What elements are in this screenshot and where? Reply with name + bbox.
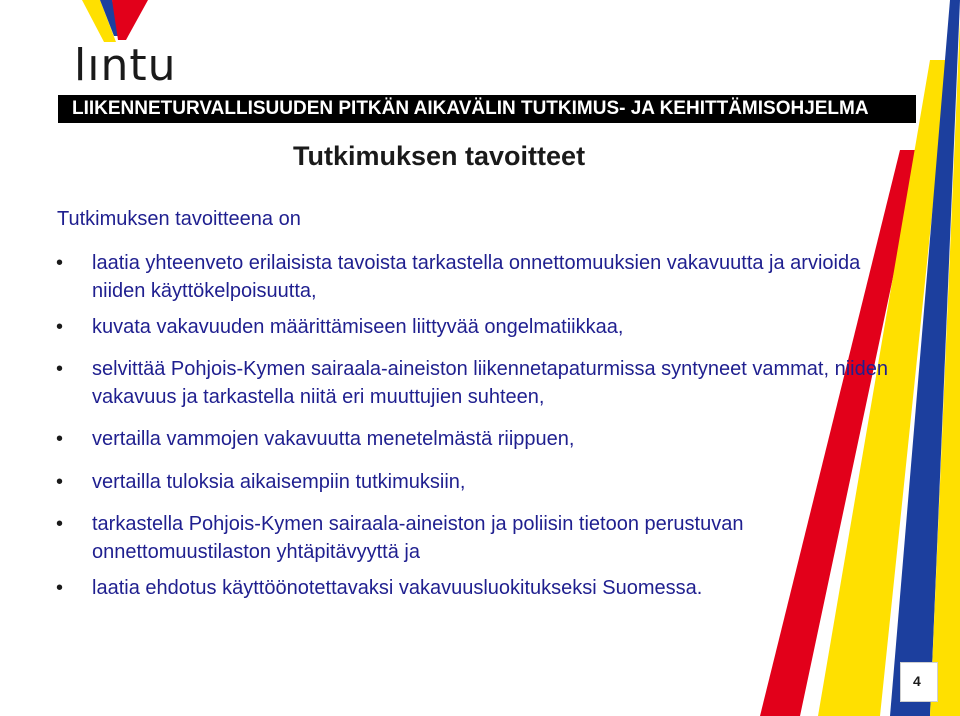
list-item: • tarkastella Pohjois-Kymen sairaala-aineiston ja poliisin tietoon perustuvan onnettomuustilaston yhtäpitävyyttä ja	[92, 510, 912, 566]
program-banner: LIIKENNETURVALLISUUDEN PITKÄN AIKAVÄLIN TUTKIMUS- JA KEHITTÄMISOHJELMA	[58, 95, 916, 123]
logo-swoosh-red	[112, 0, 148, 40]
list-item: • vertailla vammojen vakavuutta menetelmästä riippuen,	[92, 425, 912, 453]
list-item: • vertailla tuloksia aikaisempiin tutkimuksiin,	[92, 468, 912, 496]
list-item: • laatia ehdotus käyttöönotettavaksi vakavuusluokitukseksi Suomessa.	[92, 574, 912, 602]
slide-title: Tutkimuksen tavoitteet	[293, 141, 586, 171]
list-item: • laatia yhteenveto erilaisista tavoista tarkastella onnettomuuksien vakavuutta ja arvioida niiden käyttökelpoisuutta,	[92, 249, 912, 305]
page-number: 4	[913, 673, 921, 689]
intro-text: Tutkimuksen tavoitteena on	[57, 208, 301, 230]
list-item: • kuvata vakavuuden määrittämiseen liittyvää ongelmatiikkaa,	[92, 313, 912, 341]
lintu-logo: lıntu	[74, 40, 177, 91]
page-number-box	[900, 662, 938, 702]
list-item: • selvittää Pohjois-Kymen sairaala-aineiston liikennetapaturmissa syntyneet vammat, niiden vakavuus ja tarkastella niitä eri muuttujien suhteen,	[92, 355, 912, 411]
